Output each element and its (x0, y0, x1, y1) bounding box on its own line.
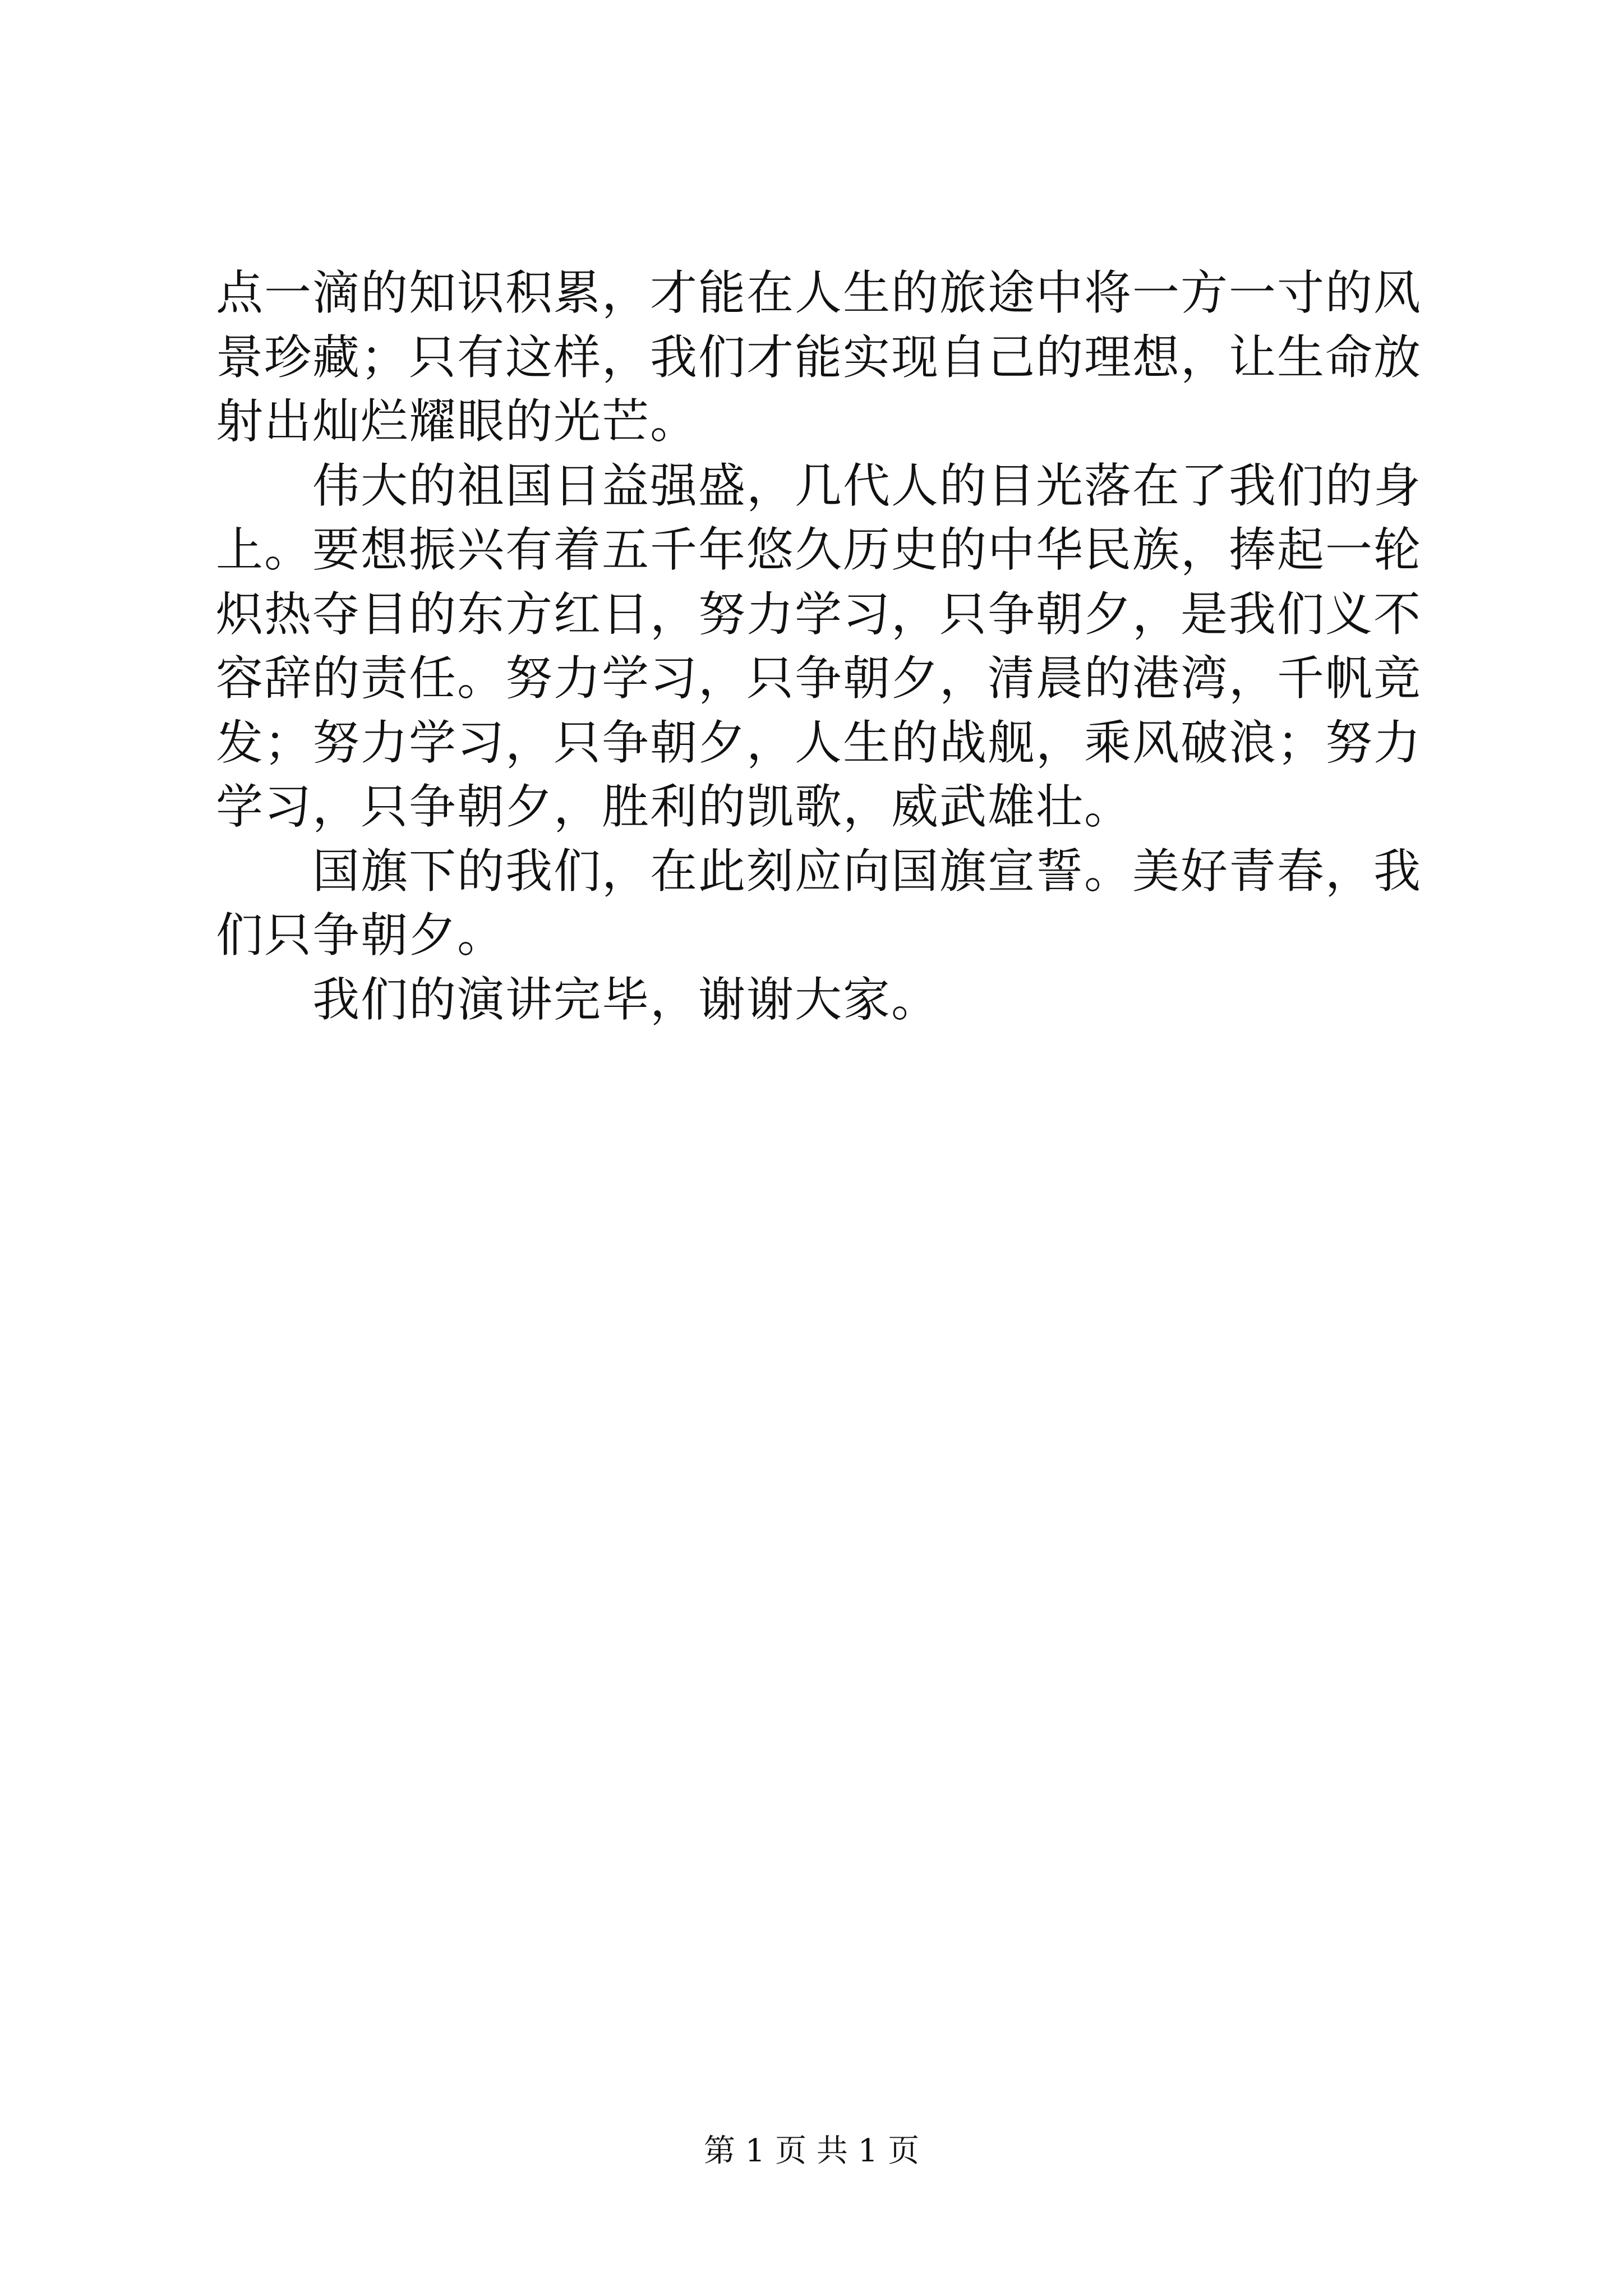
page-number-footer: 第 1 页 共 1 页 (703, 2133, 920, 2169)
paragraph-1: 点一滴的知识积累，才能在人生的旅途中将一方一寸的风景珍藏；只有这样，我们才能实现自己的理想，让生命放射出灿烂耀眼的光芒。 (216, 265, 1422, 449)
paragraph-2: 伟大的祖国日益强盛，几代人的目光落在了我们的身上。要想振兴有着五千年悠久历史的中华民族，捧起一轮炽热夺目的东方红日，努力学习，只争朝夕，是我们义不容辞的责任。努力学习，只争朝夕，清晨的港湾，千帆竞发；努力学习，只争朝夕，人生的战舰，乘风破浪；努力学习，只争朝夕，胜利的凯歌，威武雄壮。 (216, 458, 1422, 834)
paragraph-4: 我们的演讲完毕，谢谢大家。 (312, 972, 940, 1027)
document-body (216, 261, 1422, 1032)
paragraph-3: 国旗下的我们，在此刻应向国旗宣誓。美好青春，我们只争朝夕。 (216, 843, 1422, 963)
